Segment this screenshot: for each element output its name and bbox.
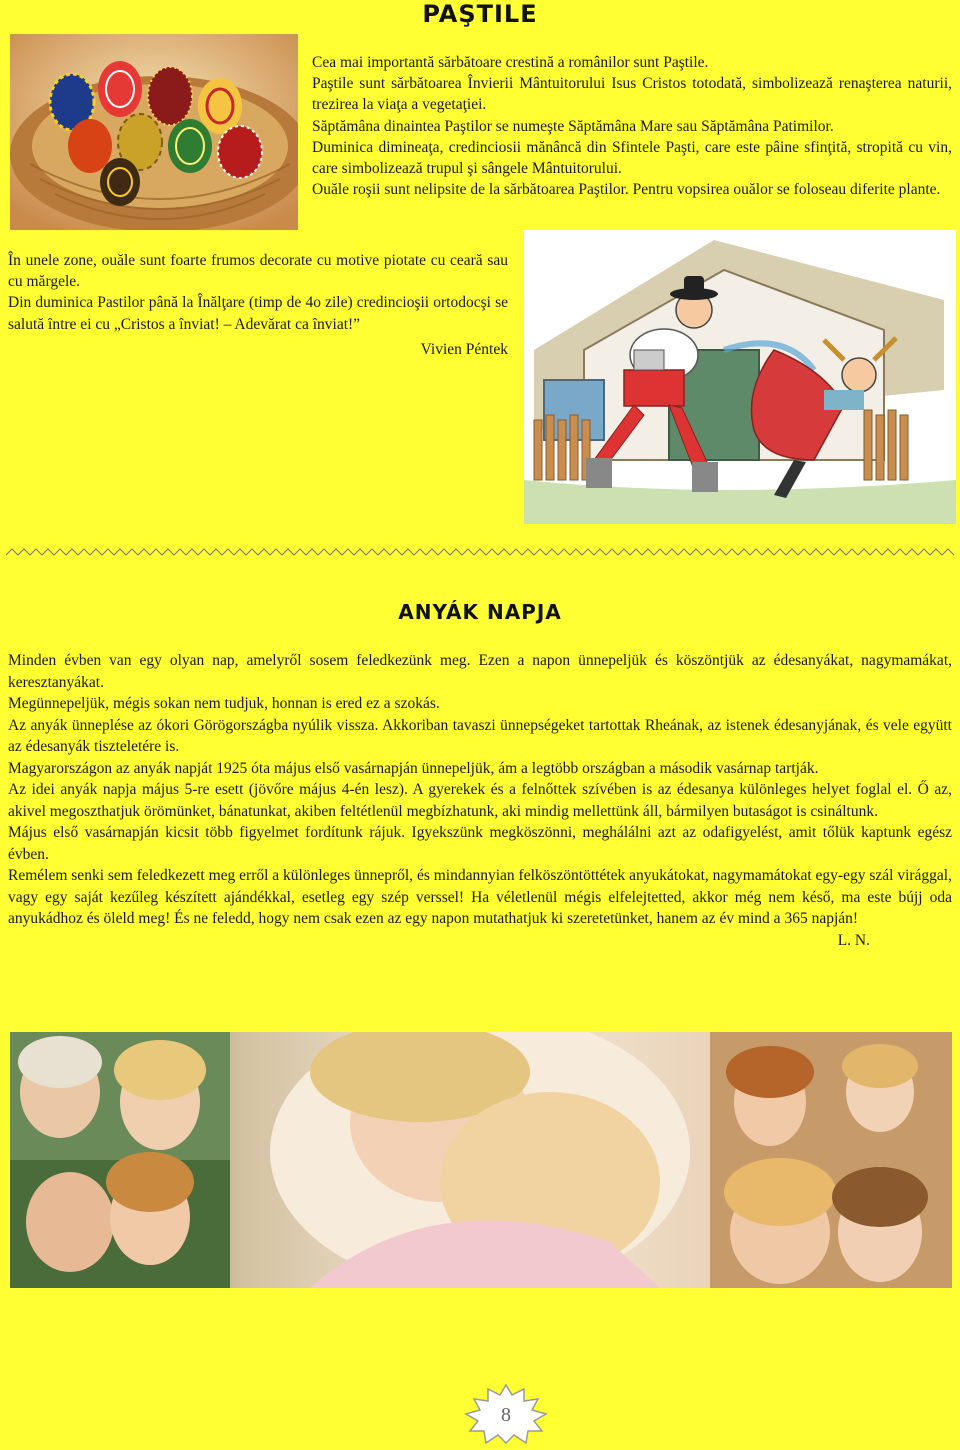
paragraph: Május első vasárnapján kicsit több figyelmet fordítunk rájuk. Igyekszünk megköszönni, meghálálni azt az odafigyelést, amit tőlük kaptunk egész évben. [8,824,952,863]
mothers-day-title: ANYÁK NAPJA [398,600,562,624]
page-number: 8 [501,1404,511,1426]
page-number-badge [458,1383,554,1445]
zigzag-divider [6,546,956,558]
easter-intro-text [312,52,952,200]
easter-eggs-basket-image [10,34,298,230]
easter-sprinkling-illustration [524,230,956,524]
easter-title: PAŞTILE [422,0,538,28]
paragraph: Cea mai importantă sărbătoare crestină a românilor sunt Paştile. [312,54,709,71]
mothers-day-text [8,650,952,951]
closing-text: Remélem senki sem feledkezett meg erről a különleges ünnepről, és mindannyian felköszöntöttétek anyukátokat, nagymamátokat egy-egy szál virággal, vagy egy saját kezűleg készített ajándékkal, esetleg egy szép verssel! Ha véletlenül mégis elfelejtetted, akkor még nem késő, ma este bújj oda anyukádhoz és öleld meg! És ne feledd, hogy nem csak ezen az egy napon mutathatjuk ki szeretetünket, hanem az év mind a 365 napján! [8,867,952,927]
easter-continued-text [8,250,508,360]
paragraph: Ouăle roşii sunt nelipsite de la sărbătoarea Paştilor. Pentru vopsirea ouălor se foloseau diferite plante. [312,181,941,199]
closing-paragraph [8,865,952,949]
signature: L. N. [837,931,870,949]
paragraph: Minden évben van egy olyan nap, amelyről sosem feledkezünk meg. Ezen a napon ünnepeljük és köszöntjük az édesanyákat, nagymamákat, keresztanyákat. [8,652,952,691]
paragraph: Paştile sunt sărbătoarea Învierii Mântuitorului Isus Cristos totodată, simbolizează renaşterea naturii, trezirea la viaţa a vegetaţiei. [312,75,952,114]
paragraph: Din duminica Pastilor până la Înălţare (timp de 4o zile) credincioşii ortodocşi se salută între ei cu „Cristos a înviat! – Adevărat ca înviat!” [8,294,508,333]
paragraph: Az idei anyák napja május 5-re esett (jövőre május 4-én lesz). A gyerekek és a felnőttek szívében is az édesanya különleges helyet foglal el. Ő az, akivel megoszthatjuk örömünket, bánatunkat, akiben feltétlenül megbízhatunk, aki mindig mellettünk áll, bármilyen butaságot is csináltunk. [8,781,952,820]
mothers-collage-image [10,1032,952,1288]
easter-author: Vivien Péntek [420,340,508,358]
paragraph: Az anyák ünneplése az ókori Görögországba nyúlik vissza. Akkoriban tavaszi ünnepségeket tartottak Rheának, az istenek édesanyjának, és vele együtt az édesanyák tiszteletére is. [8,716,952,755]
paragraph: Săptămâna dinaintea Paştilor se numeşte Săptămâna Mare sau Săptămâna Patimilor. [312,117,834,135]
paragraph: Magyarországon az anyák napját 1925 óta május első vasárnapján ünnepeljük, ám a legtöbb országban a második vasárnap tartják. [8,759,819,777]
paragraph: Duminica dimineaţa, credinciosii mănâncă din Sfintele Paşti, care este pâine sfinţită, stropită cu vin, care simbolizează trupul şi sângele Mântuitorului. [312,138,952,178]
paragraph: Megünnepeljük, mégis sokan nem tudjuk, honnan is ered ez a szokás. [8,695,440,712]
paragraph: În unele zone, ouăle sunt foarte frumos decorate cu motive piotate cu ceară sau cu mărgele. [8,252,508,291]
